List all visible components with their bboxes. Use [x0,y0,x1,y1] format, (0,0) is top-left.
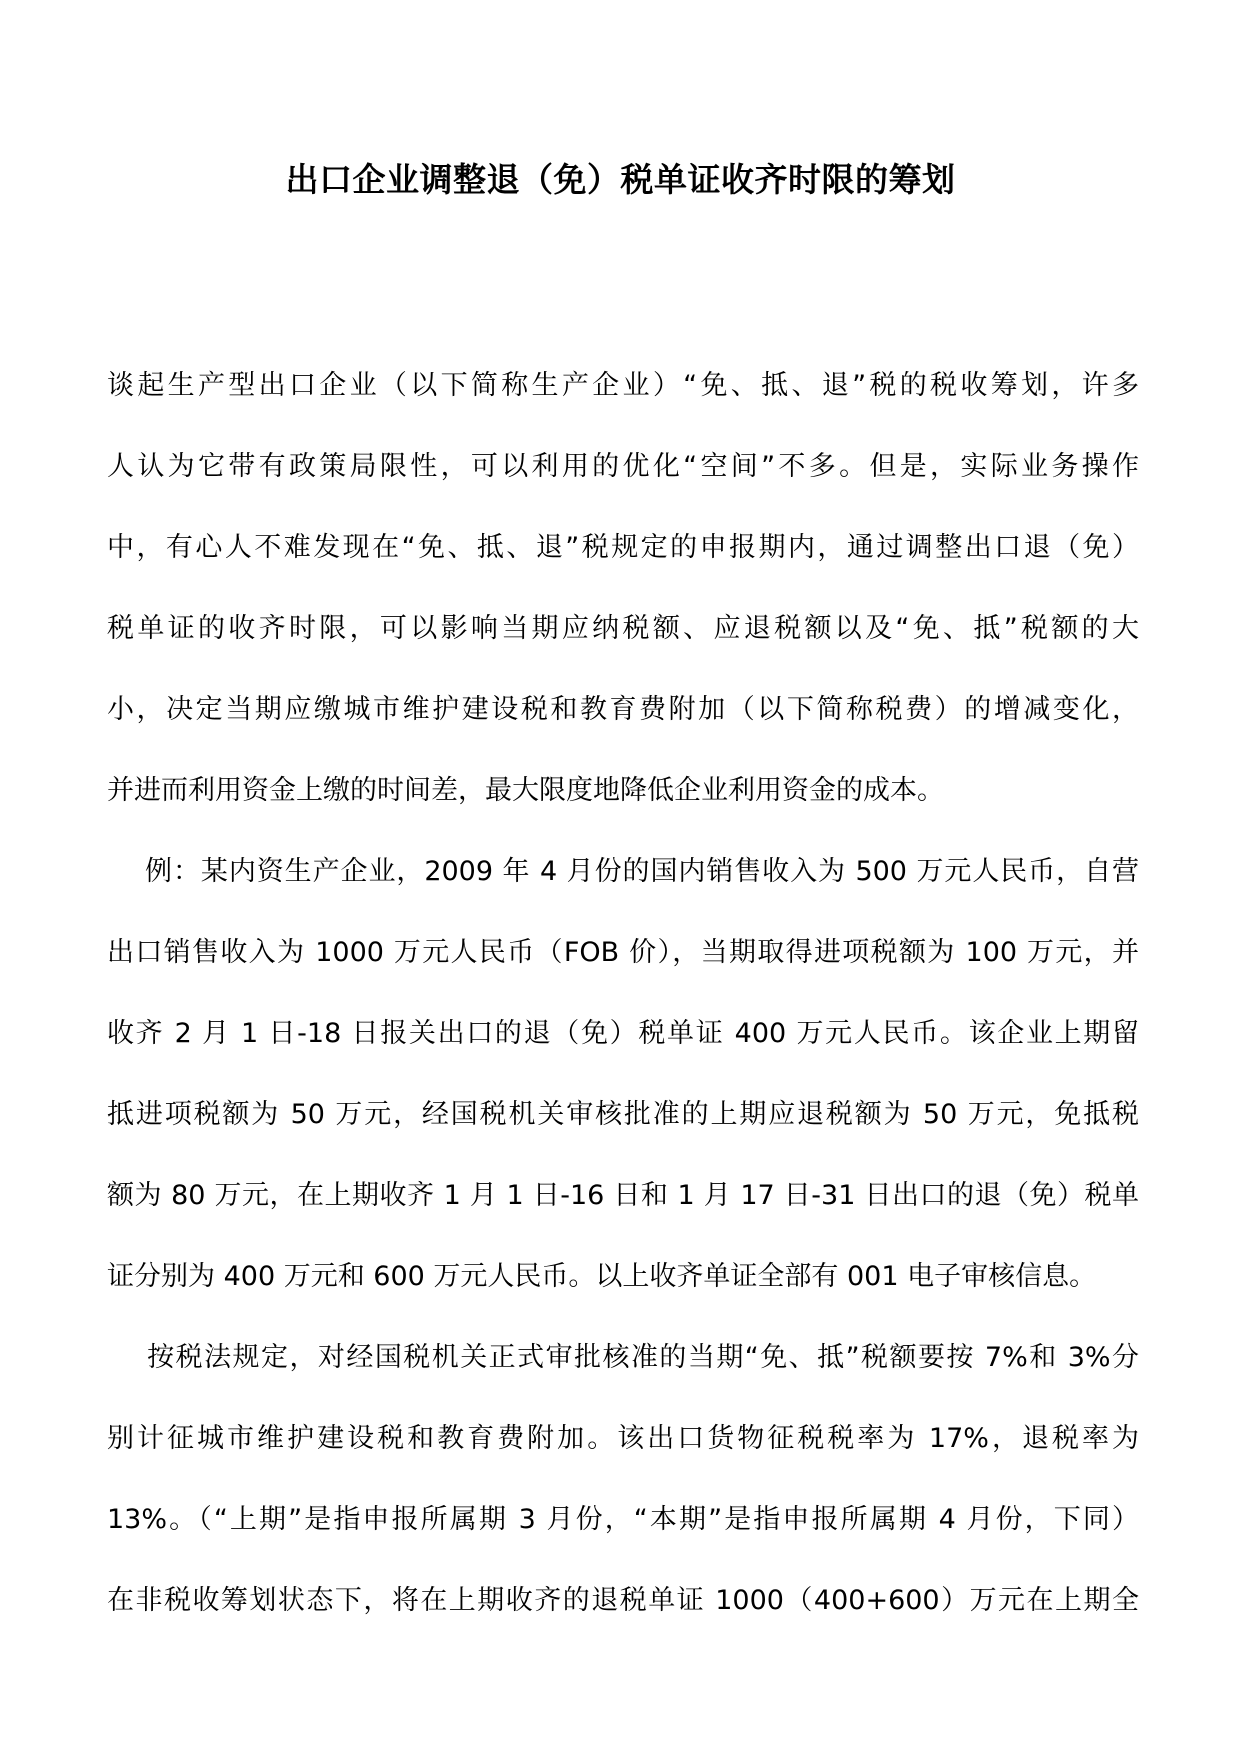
text-line: 13%。（“上期”是指申报所属期 3 月份，“本期”是指申报所属期 4 月份，下同） [107,1504,1139,1535]
text-line: 谈起生产型出口企业（以下简称生产企业）“免、抵、退”税的税收筹划，许多 [107,370,1139,401]
text-line: 中，有心人不难发现在“免、抵、退”税规定的申报期内，通过调整出口退（免） [107,532,1139,563]
text-line: 在非税收筹划状态下，将在上期收齐的退税单证 1000（400+600）万元在上期全 [107,1585,1139,1616]
text-line: 税单证的收齐时限，可以影响当期应纳税额、应退税额以及“免、抵”税额的大 [107,613,1139,644]
text-line: 收齐 2 月 1 日-18 日报关出口的退（免）税单证 400 万元人民币。该企业上期留 [107,1018,1139,1049]
text-line: 别计征城市维护建设税和教育费附加。该出口货物征税税率为 17%，退税率为 [107,1423,1139,1454]
text-line: 例：某内资生产企业，2009 年 4 月份的国内销售收入为 500 万元人民币，自营 [107,856,1139,887]
text-line: 额为 80 万元，在上期收齐 1 月 1 日-16 日和 1 月 17 日-31 日出口的退（免）税单 [107,1180,1139,1211]
document-title: 出口企业调整退（免）税单证收齐时限的筹划 [285,160,956,199]
text-line: 人认为它带有政策局限性，可以利用的优化“空间”不多。但是，实际业务操作 [107,451,1139,482]
text-line: 并进而利用资金上缴的时间差，最大限度地降低企业利用资金的成本。 [107,775,944,806]
text-line: 证分别为 400 万元和 600 万元人民币。以上收齐单证全部有 001 电子审核信息。 [107,1261,1097,1292]
paragraph-example [107,831,1139,1317]
document-body [107,345,1139,1641]
paragraph-tax-rules [107,1317,1139,1641]
text-line: 出口销售收入为 1000 万元人民币（FOB 价），当期取得进项税额为 100 万元，并 [107,937,1139,968]
paragraph-intro [107,345,1139,831]
text-line: 小，决定当期应缴城市维护建设税和教育费附加（以下简称税费）的增减变化， [107,694,1139,725]
text-line: 抵进项税额为 50 万元，经国税机关审核批准的上期应退税额为 50 万元，免抵税 [107,1099,1139,1130]
text-line: 按税法规定，对经国税机关正式审批核准的当期“免、抵”税额要按 7%和 3%分 [107,1342,1139,1373]
